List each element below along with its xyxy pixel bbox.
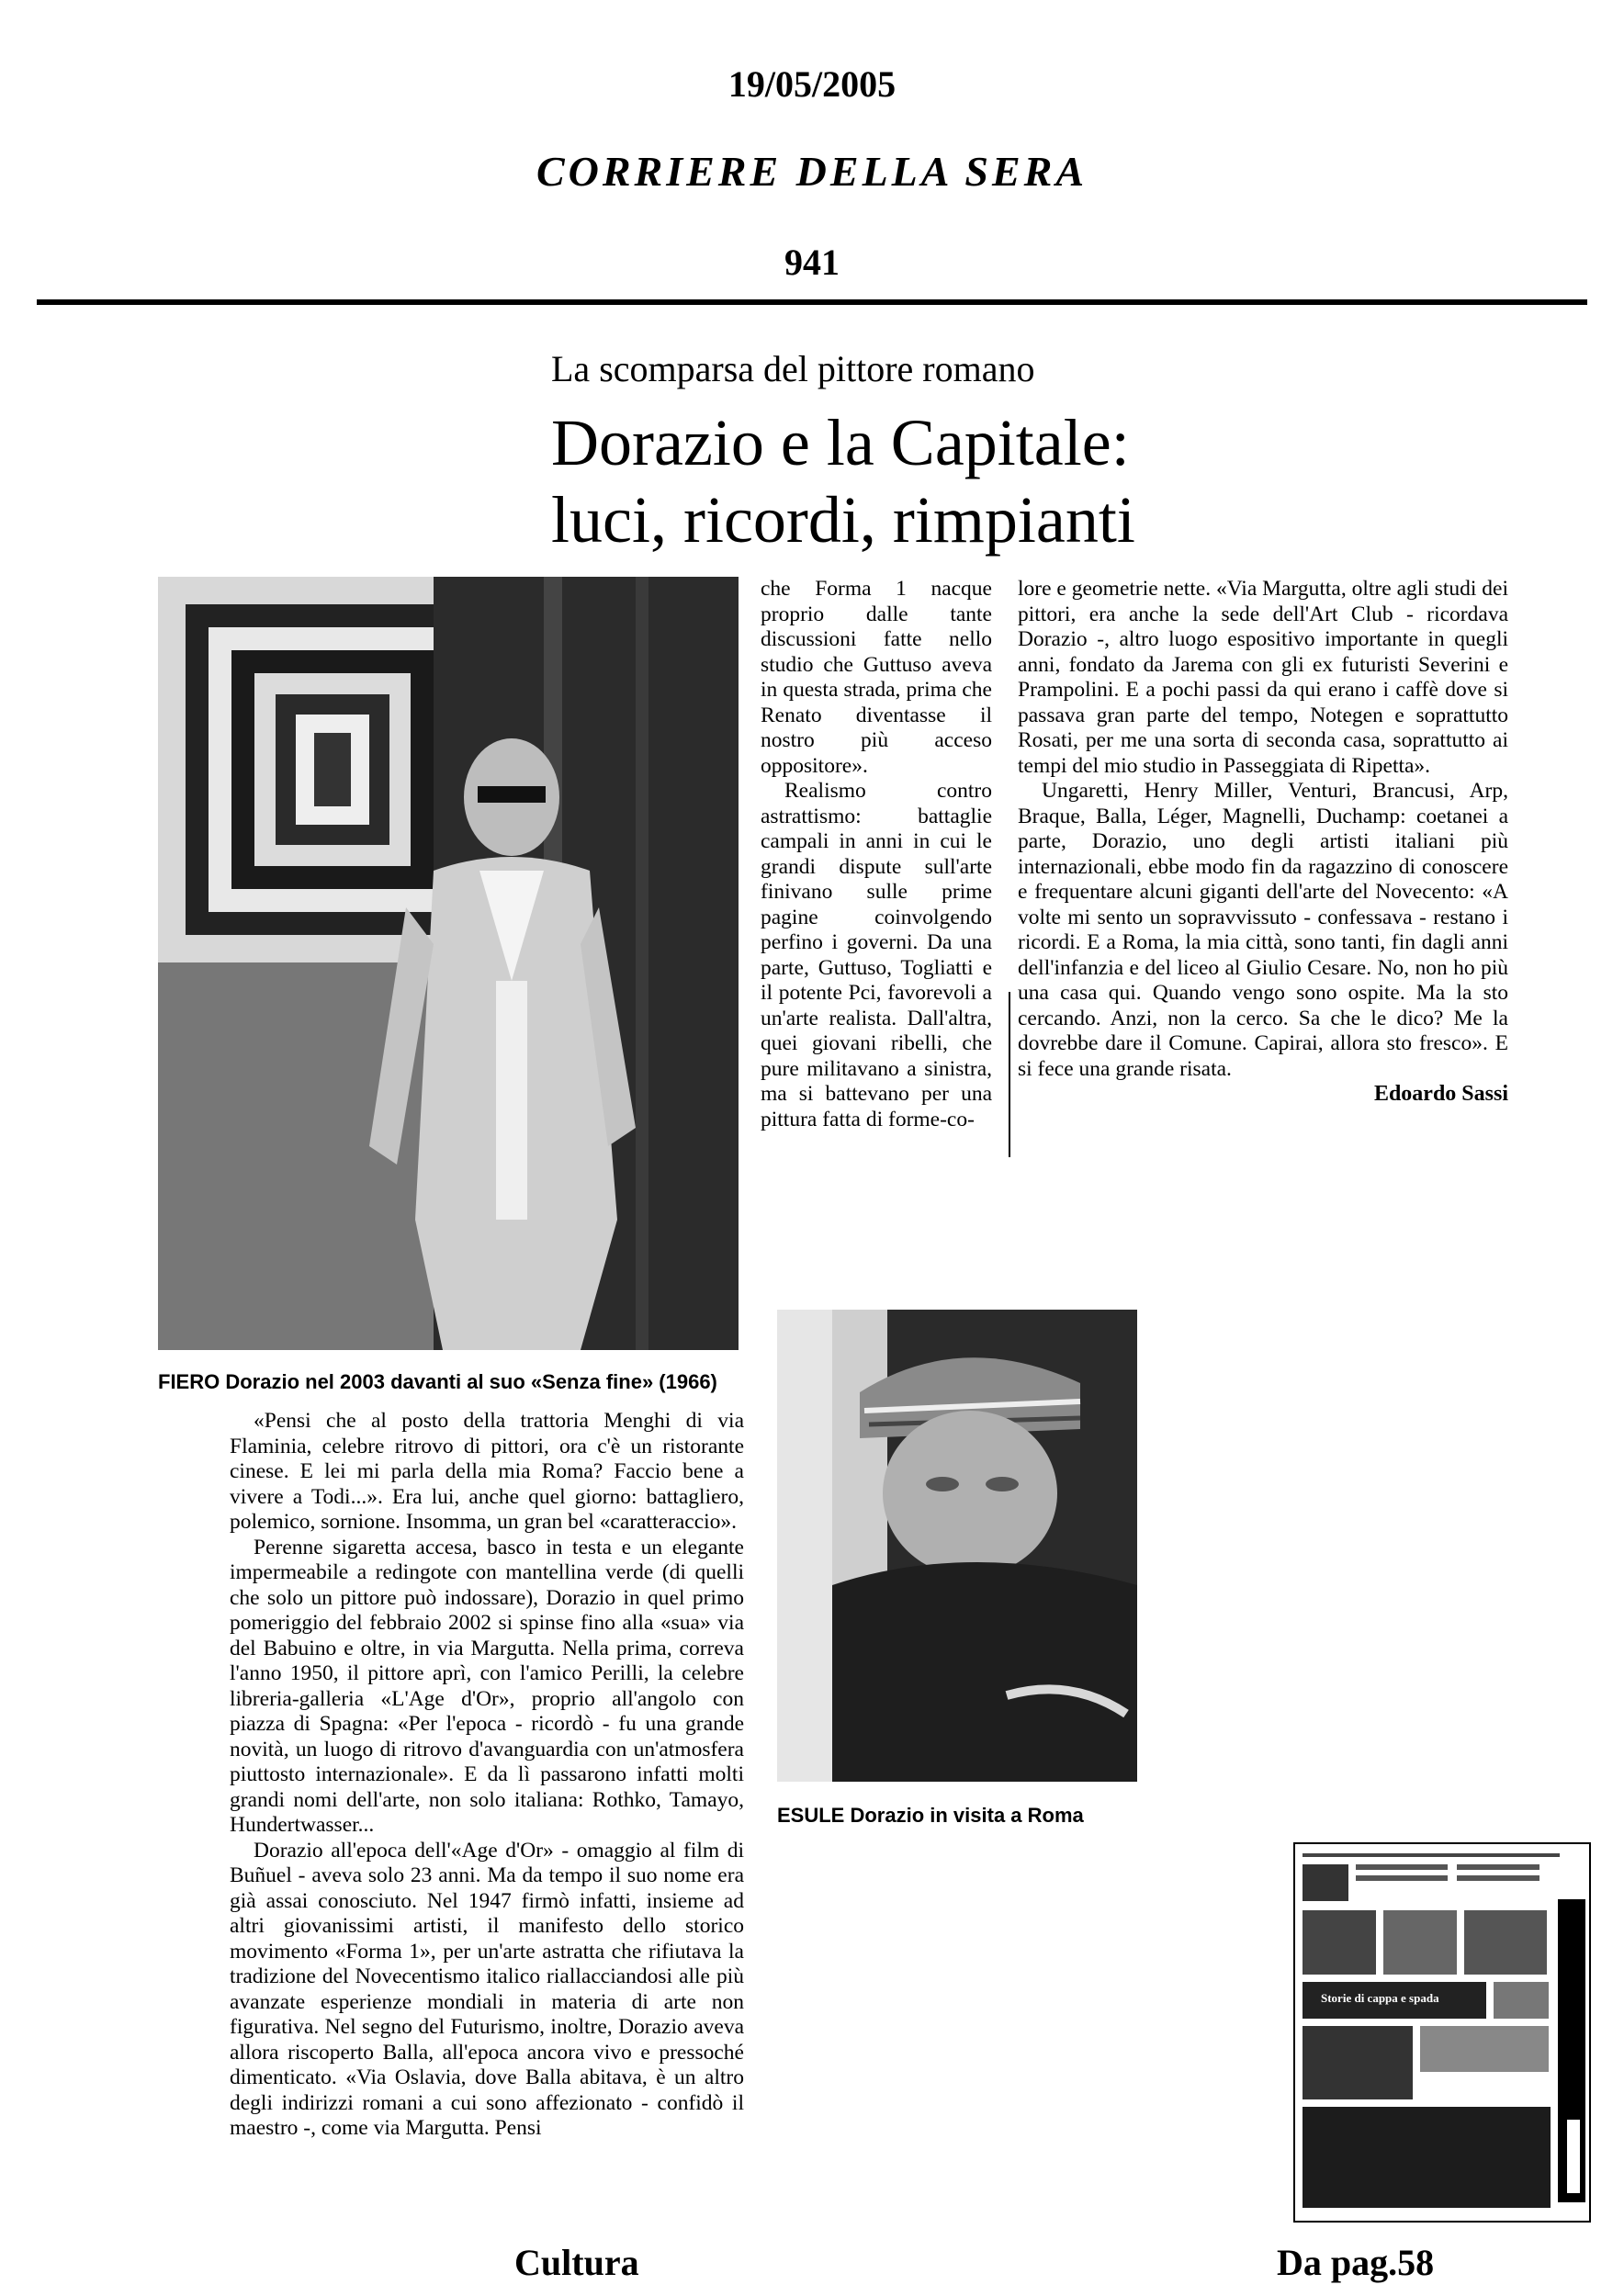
article-column-right bbox=[1018, 577, 1508, 1108]
article-byline: Edoardo Sassi bbox=[1373, 1082, 1508, 1106]
photo-dorazio-artwork-image bbox=[158, 577, 739, 1350]
paragraph: «Pensi che al posto della trattoria Menghi di via Flaminia, celebre ritrovo di pittori, ora c'è un ristorante cinese. E lei mi parla della mia Roma? Faccio bene a vivere a Todi...». Era lui, anche quel giorno: battagliero, polemico, sornione. Insomma, un gran bel «caratteraccio». bbox=[230, 1409, 744, 1534]
column-divider bbox=[1009, 992, 1010, 1157]
photo2-caption-tag: ESULE bbox=[777, 1804, 845, 1827]
footer-source-page: Da pag.58 bbox=[1277, 2242, 1435, 2283]
paragraph: che Forma 1 nacque proprio dalle tante discussioni fatte nello studio che Guttuso aveva in questa strada, prima che Renato diventasse il nostro più acceso oppositore». bbox=[761, 577, 992, 778]
thumbnail-headline: Storie di cappa e spada bbox=[1321, 1991, 1439, 2005]
article-headline bbox=[551, 404, 1562, 558]
thumbnail-page-image bbox=[1295, 1844, 1589, 2221]
photo-dorazio-portrait-image bbox=[777, 1310, 1137, 1782]
photo1-caption bbox=[158, 1370, 717, 1394]
photo1-caption-text: Dorazio nel 2003 davanti al suo «Senza fine» (1966) bbox=[220, 1370, 717, 1393]
photo2-caption bbox=[777, 1804, 1084, 1828]
article-kicker: La scomparsa del pittore romano bbox=[551, 348, 1035, 389]
article-column-middle bbox=[761, 577, 992, 1132]
headline-line-1: Dorazio e la Capitale: bbox=[551, 406, 1130, 479]
original-page-thumbnail bbox=[1293, 1842, 1591, 2223]
headline-line-2: luci, ricordi, rimpianti bbox=[551, 483, 1135, 557]
article-column-lower bbox=[230, 1409, 744, 2142]
clipping-page-number: 941 bbox=[784, 242, 840, 283]
paragraph: Realismo contro astrattismo: battaglie campali in anni in cui le grandi dispute sull'arte finivano sulle prime pagine coinvolgendo perfino i governi. Da una parte, Guttuso, Togliatti e il potente Pci, favorevoli a un'arte realista. Dall'altra, quei giovani ribelli, che pure militavano a sinistra, ma si battevano per una pittura fatta di forme-co- bbox=[761, 779, 992, 1131]
footer-section: Cultura bbox=[514, 2242, 639, 2283]
paragraph: Dorazio all'epoca dell'«Age d'Or» - omaggio al film di Buñuel - aveva solo 23 anni. Ma da tempo il suo nome era già assai conosciuto. Nel 1947 firmò infatti, insieme ad altri giovanissimi artisti, il manifesto dello storico movimento «Forma 1», per un'arte astratta che rifiutava la tradizione del Novecentismo italico riallacciandosi alle più avanzate esperienze mondiali in materia di arte non figurativa. Nel segno del Futurismo, inoltre, Dorazio aveva allora riscoperto Balla, all'epoca ancora vivo e pressoché dimenticato. «Via Oslavia, dove Balla abitava, è un altro degli indirizzi romani a cui sono affezionato - confidò il maestro -, come via Margutta. Pensi bbox=[230, 1838, 744, 2140]
photo-dorazio-portrait bbox=[777, 1310, 1137, 1782]
photo-dorazio-artwork bbox=[158, 577, 739, 1350]
header-rule bbox=[37, 299, 1587, 305]
photo2-caption-text: Dorazio in visita a Roma bbox=[844, 1804, 1084, 1827]
paragraph: Perenne sigaretta accesa, basco in testa e un elegante impermeabile a redingote con mantellina verde (di quelli che solo un pittore può indossare), Dorazio in quel primo pomeriggio del febbraio 2002 si spinse fino alla «sua» via del Babuino e oltre, in via Margutta. Nella prima, correva l'anno 1950, il pittore aprì, con l'amico Perilli, la celebre libreria-galleria «L'Age d'Or», proprio all'angolo con piazza di Spagna: «Per l'epoca - ricordò - fu una grande novità, un luogo di ritrovo d'avanguardia con un'atmosfera piuttosto internazionale». E da lì passarono infatti molti grandi nomi dell'arte, non solo italiana: Rothko, Tamayo, Hundertwasser... bbox=[230, 1535, 744, 1837]
photo1-caption-tag: FIERO bbox=[158, 1370, 220, 1393]
clipping-date: 19/05/2005 bbox=[727, 63, 897, 105]
paragraph: Ungaretti, Henry Miller, Venturi, Brancusi, Arp, Braque, Balla, Léger, Magnelli, Duchamp: coetanei a parte, Dorazio, uno degli artisti italiani più internazionali, ebbe modo fin da ragazzino di conoscere e frequentare alcuni giganti dell'arte del Novecento: «A volte mi sento un sopravvissuto - confessava - restano i ricordi. E a Roma, la mia città, sono tanti, fin dagli anni dell'infanzia e del liceo al Giulio Cesare. No, non ho più una casa qui. Quando vengo sono ospite. Ma la sto cercando. Anzi, non la cerco. Sa che le dico? Me la dovrebbe dare il Comune. Capirai, allora sto fresco». E si fece una grande risata. bbox=[1018, 779, 1508, 1081]
paragraph: lore e geometrie nette. «Via Margutta, oltre agli studi dei pittori, era anche la sede dell'Art Club - ricordava Dorazio -, altro luogo espositivo importante in quegli anni, fondato da Jarema con gli ex futuristi Severini e Prampolini. E a pochi passi da qui erano i caffè dove si passava gran parte del tempo, Notegen e soprattutto Rosati, per me una sorta di seconda casa, soprattutto ai tempi del mio studio in Passeggiata di Ripetta». bbox=[1018, 577, 1508, 778]
publication-name: CORRIERE DELLA SERA bbox=[536, 148, 1088, 195]
